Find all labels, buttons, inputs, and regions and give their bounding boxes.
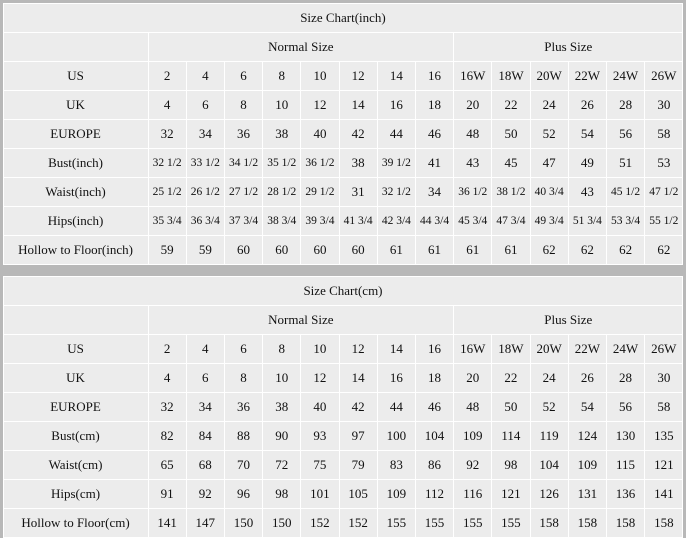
table-cell: 45 1/2 (606, 178, 644, 207)
table-cell: 109 (454, 422, 492, 451)
table-row (3, 207, 683, 236)
table-cell: 16 (377, 91, 415, 120)
table-cell: 20 (454, 364, 492, 393)
table-cell: 49 3/4 (530, 207, 568, 236)
table-cell: 92 (454, 451, 492, 480)
table-cell: 28 (606, 364, 644, 393)
table-cell: 12 (339, 62, 377, 91)
table-cell: 83 (377, 451, 415, 480)
group-header: Plus Size (454, 306, 683, 335)
table-cell: 100 (377, 422, 415, 451)
table-cell: 33 1/2 (186, 149, 224, 178)
group-header: Plus Size (454, 33, 683, 62)
table-cell: 54 (568, 120, 606, 149)
table-cell: 18W (492, 62, 530, 91)
table-cell: 46 (415, 120, 453, 149)
table-cell: 38 1/2 (492, 178, 530, 207)
table-cell: 4 (148, 364, 186, 393)
table-row (3, 422, 683, 451)
table-corner-cell (3, 33, 148, 62)
table-cell: 30 (645, 364, 683, 393)
table-cell: 12 (301, 91, 339, 120)
table-cell: 47 1/2 (645, 178, 683, 207)
table-cell: 38 (339, 149, 377, 178)
table-cell: 14 (377, 335, 415, 364)
table-cell: 26W (645, 335, 683, 364)
table-cell: 6 (186, 91, 224, 120)
table-row (3, 91, 683, 120)
table-cell: 34 (415, 178, 453, 207)
row-label: Hips(inch) (3, 207, 148, 236)
table-cell: 59 (186, 236, 224, 265)
table-cell: 32 (148, 393, 186, 422)
table-cell: 116 (454, 480, 492, 509)
table-cell: 147 (186, 509, 224, 538)
table-cell: 65 (148, 451, 186, 480)
table-cell: 62 (645, 236, 683, 265)
table-cell: 98 (492, 451, 530, 480)
table-cell: 41 3/4 (339, 207, 377, 236)
table-cell: 34 (186, 393, 224, 422)
size-chart-table-2 (3, 276, 684, 538)
table-row (3, 451, 683, 480)
table-cell: 39 1/2 (377, 149, 415, 178)
table-cell: 36 3/4 (186, 207, 224, 236)
table-cell: 36 (224, 393, 262, 422)
table-cell: 39 3/4 (301, 207, 339, 236)
table-cell: 10 (263, 364, 301, 393)
table-cell: 4 (186, 335, 224, 364)
table-row (3, 62, 683, 91)
table-cell: 52 (530, 393, 568, 422)
table-cell: 115 (606, 451, 644, 480)
table-cell: 121 (492, 480, 530, 509)
table-cell: 61 (492, 236, 530, 265)
table-row (3, 178, 683, 207)
table-cell: 61 (415, 236, 453, 265)
table-cell: 4 (186, 62, 224, 91)
row-label: Waist(cm) (3, 451, 148, 480)
table-cell: 68 (186, 451, 224, 480)
table-cell: 38 (263, 120, 301, 149)
table-cell: 50 (492, 393, 530, 422)
table-cell: 155 (492, 509, 530, 538)
table-cell: 53 3/4 (606, 207, 644, 236)
table-cell: 16 (415, 62, 453, 91)
table-cell: 35 1/2 (263, 149, 301, 178)
table-cell: 104 (530, 451, 568, 480)
table-cell: 26W (645, 62, 683, 91)
table-cell: 75 (301, 451, 339, 480)
table-cell: 20W (530, 335, 568, 364)
table-cell: 126 (530, 480, 568, 509)
table-cell: 158 (645, 509, 683, 538)
table-cell: 60 (301, 236, 339, 265)
table-cell: 152 (301, 509, 339, 538)
table-cell: 121 (645, 451, 683, 480)
table-cell: 58 (645, 393, 683, 422)
table-cell: 32 1/2 (377, 178, 415, 207)
table-cell: 97 (339, 422, 377, 451)
charts-root (0, 3, 686, 538)
table-cell: 98 (263, 480, 301, 509)
table-cell: 20 (454, 91, 492, 120)
table-cell: 90 (263, 422, 301, 451)
table-cell: 47 (530, 149, 568, 178)
table-cell: 45 (492, 149, 530, 178)
table-cell: 131 (568, 480, 606, 509)
row-label: US (3, 335, 148, 364)
table-cell: 6 (224, 62, 262, 91)
table-cell: 51 3/4 (568, 207, 606, 236)
table-cell: 22 (492, 364, 530, 393)
table-cell: 59 (148, 236, 186, 265)
table-cell: 18 (415, 91, 453, 120)
table-cell: 104 (415, 422, 453, 451)
table-cell: 42 (339, 120, 377, 149)
table-cell: 28 (606, 91, 644, 120)
table-cell: 40 (301, 393, 339, 422)
table-cell: 8 (263, 335, 301, 364)
table-cell: 72 (263, 451, 301, 480)
table-cell: 24W (606, 62, 644, 91)
table-cell: 93 (301, 422, 339, 451)
row-label: Waist(inch) (3, 178, 148, 207)
table-cell: 29 1/2 (301, 178, 339, 207)
table-cell: 60 (339, 236, 377, 265)
table-cell: 52 (530, 120, 568, 149)
table-cell: 82 (148, 422, 186, 451)
table-cell: 22 (492, 91, 530, 120)
table-row (3, 364, 683, 393)
table-cell: 34 1/2 (224, 149, 262, 178)
row-label: UK (3, 91, 148, 120)
table-cell: 86 (415, 451, 453, 480)
table-cell: 54 (568, 393, 606, 422)
table-cell: 70 (224, 451, 262, 480)
table-cell: 136 (606, 480, 644, 509)
table-corner-cell (3, 306, 148, 335)
table-cell: 114 (492, 422, 530, 451)
table-cell: 26 (568, 91, 606, 120)
table-cell: 6 (186, 364, 224, 393)
table-row (3, 335, 683, 364)
table-cell: 48 (454, 120, 492, 149)
table-cell: 109 (377, 480, 415, 509)
table-row (3, 480, 683, 509)
chart-title: Size Chart(cm) (3, 277, 683, 306)
table-cell: 41 (415, 149, 453, 178)
table-cell: 47 3/4 (492, 207, 530, 236)
table-cell: 40 3/4 (530, 178, 568, 207)
table-cell: 36 (224, 120, 262, 149)
table-cell: 30 (645, 91, 683, 120)
table-cell: 150 (224, 509, 262, 538)
table-cell: 135 (645, 422, 683, 451)
table-cell: 48 (454, 393, 492, 422)
table-cell: 38 (263, 393, 301, 422)
table-cell: 27 1/2 (224, 178, 262, 207)
table-cell: 36 1/2 (454, 178, 492, 207)
table-row (3, 509, 683, 538)
table-cell: 101 (301, 480, 339, 509)
table-cell: 31 (339, 178, 377, 207)
table-cell: 24 (530, 91, 568, 120)
size-charts-container (0, 3, 686, 538)
table-cell: 51 (606, 149, 644, 178)
table-cell: 62 (530, 236, 568, 265)
chart-spacer (0, 265, 686, 273)
group-header: Normal Size (148, 33, 454, 62)
table-cell: 88 (224, 422, 262, 451)
table-cell: 8 (224, 364, 262, 393)
table-cell: 20W (530, 62, 568, 91)
row-label: UK (3, 364, 148, 393)
table-cell: 28 1/2 (263, 178, 301, 207)
group-header: Normal Size (148, 306, 454, 335)
table-cell: 158 (606, 509, 644, 538)
row-label: US (3, 62, 148, 91)
row-label: Bust(inch) (3, 149, 148, 178)
table-cell: 62 (568, 236, 606, 265)
table-cell: 14 (339, 364, 377, 393)
table-cell: 56 (606, 120, 644, 149)
table-cell: 158 (530, 509, 568, 538)
table-cell: 79 (339, 451, 377, 480)
table-cell: 60 (263, 236, 301, 265)
table-cell: 53 (645, 149, 683, 178)
table-cell: 155 (454, 509, 492, 538)
table-cell: 25 1/2 (148, 178, 186, 207)
table-cell: 92 (186, 480, 224, 509)
table-cell: 46 (415, 393, 453, 422)
table-cell: 24W (606, 335, 644, 364)
table-cell: 10 (263, 91, 301, 120)
table-cell: 16W (454, 335, 492, 364)
table-cell: 16W (454, 62, 492, 91)
table-cell: 8 (224, 91, 262, 120)
table-cell: 35 3/4 (148, 207, 186, 236)
table-cell: 26 1/2 (186, 178, 224, 207)
table-cell: 155 (415, 509, 453, 538)
table-cell: 34 (186, 120, 224, 149)
table-cell: 96 (224, 480, 262, 509)
table-cell: 58 (645, 120, 683, 149)
table-cell: 130 (606, 422, 644, 451)
table-cell: 60 (224, 236, 262, 265)
table-cell: 56 (606, 393, 644, 422)
table-cell: 22W (568, 62, 606, 91)
table-cell: 6 (224, 335, 262, 364)
table-cell: 141 (645, 480, 683, 509)
table-cell: 16 (377, 364, 415, 393)
table-cell: 109 (568, 451, 606, 480)
table-cell: 12 (339, 335, 377, 364)
table-row (3, 393, 683, 422)
table-cell: 2 (148, 62, 186, 91)
table-cell: 150 (263, 509, 301, 538)
table-cell: 141 (148, 509, 186, 538)
table-cell: 4 (148, 91, 186, 120)
table-cell: 14 (339, 91, 377, 120)
table-cell: 105 (339, 480, 377, 509)
table-cell: 38 3/4 (263, 207, 301, 236)
table-cell: 32 1/2 (148, 149, 186, 178)
table-cell: 45 3/4 (454, 207, 492, 236)
table-cell: 124 (568, 422, 606, 451)
table-cell: 12 (301, 364, 339, 393)
table-cell: 24 (530, 364, 568, 393)
table-cell: 42 (339, 393, 377, 422)
table-cell: 10 (301, 335, 339, 364)
table-cell: 44 (377, 120, 415, 149)
table-cell: 62 (606, 236, 644, 265)
table-cell: 91 (148, 480, 186, 509)
row-label: Hollow to Floor(cm) (3, 509, 148, 538)
table-cell: 18W (492, 335, 530, 364)
table-cell: 155 (377, 509, 415, 538)
chart-title: Size Chart(inch) (3, 4, 683, 33)
table-cell: 158 (568, 509, 606, 538)
size-chart-table-1 (3, 3, 684, 265)
table-cell: 16 (415, 335, 453, 364)
table-row (3, 149, 683, 178)
table-cell: 42 3/4 (377, 207, 415, 236)
table-cell: 50 (492, 120, 530, 149)
table-cell: 119 (530, 422, 568, 451)
table-cell: 43 (568, 178, 606, 207)
row-label: EUROPE (3, 393, 148, 422)
table-cell: 152 (339, 509, 377, 538)
table-cell: 2 (148, 335, 186, 364)
table-cell: 10 (301, 62, 339, 91)
table-cell: 22W (568, 335, 606, 364)
table-cell: 18 (415, 364, 453, 393)
row-label: Hollow to Floor(inch) (3, 236, 148, 265)
table-cell: 112 (415, 480, 453, 509)
table-cell: 84 (186, 422, 224, 451)
table-cell: 61 (377, 236, 415, 265)
row-label: EUROPE (3, 120, 148, 149)
table-cell: 14 (377, 62, 415, 91)
table-cell: 26 (568, 364, 606, 393)
table-row (3, 120, 683, 149)
table-cell: 44 3/4 (415, 207, 453, 236)
table-cell: 61 (454, 236, 492, 265)
row-label: Hips(cm) (3, 480, 148, 509)
table-cell: 55 1/2 (645, 207, 683, 236)
table-cell: 36 1/2 (301, 149, 339, 178)
table-cell: 49 (568, 149, 606, 178)
table-cell: 32 (148, 120, 186, 149)
table-row (3, 236, 683, 265)
table-cell: 44 (377, 393, 415, 422)
table-cell: 40 (301, 120, 339, 149)
table-cell: 8 (263, 62, 301, 91)
table-cell: 37 3/4 (224, 207, 262, 236)
table-cell: 43 (454, 149, 492, 178)
row-label: Bust(cm) (3, 422, 148, 451)
